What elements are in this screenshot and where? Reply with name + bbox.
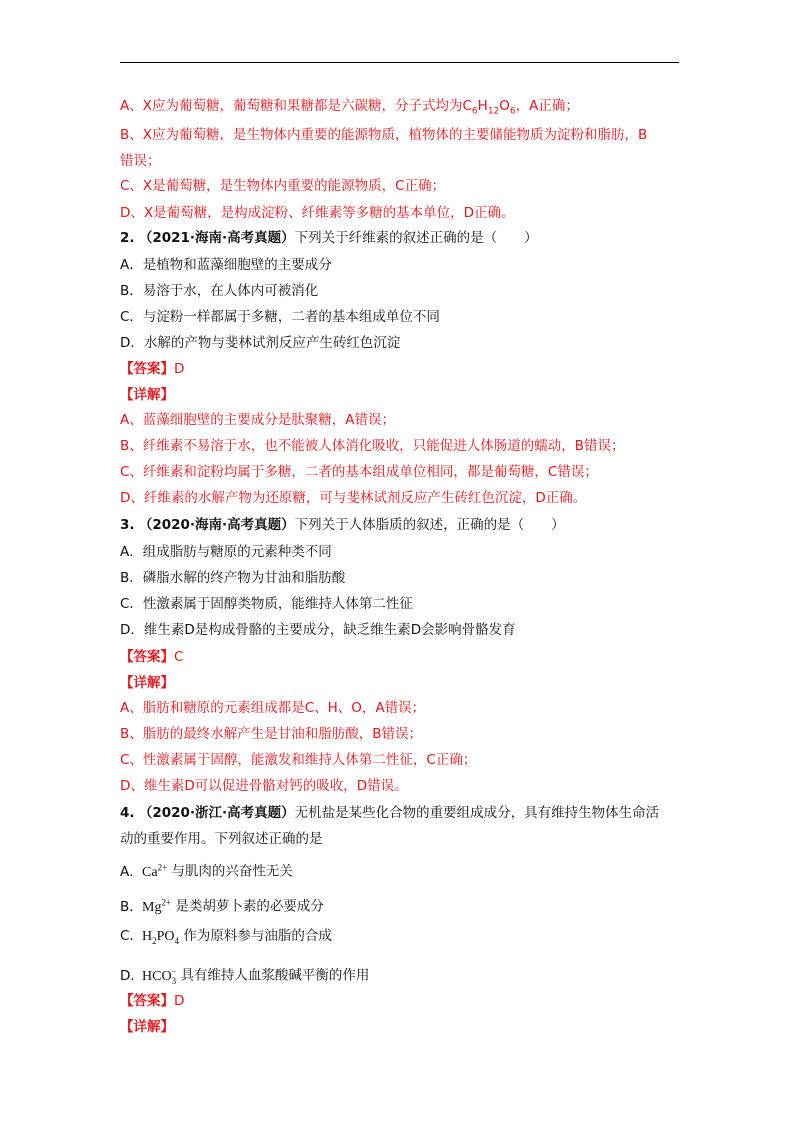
question-2-option-d: D．水解的产物与斐林试剂反应产生砖红色沉淀 (120, 335, 401, 351)
question-3-option-b: B．磷脂水解的终产物为甘油和脂肪酸 (120, 570, 346, 586)
question-source: （2020·浙江·高考真题） (138, 805, 295, 821)
question-4-option-b: B．$Mg^{2+}$ 是类胡萝卜素的必要成分 (120, 897, 324, 915)
question-2-explanation-d: D、纤维素的水解产物为还原糖，可与斐林试剂反应产生砖红色沉淀，D正确。 (120, 490, 587, 506)
question-3-detail-label: 【详解】 (120, 675, 174, 691)
question-2-explanation-b: B、纤维素不易溶于水，也不能被人体消化吸收，只能促进人体肠道的蠕动，B错误； (120, 438, 625, 454)
question-4-option-a: A．$Ca^{2+}$ 与肌肉的兴奋性无关 (120, 862, 293, 880)
question-2-explanation-a: A、蓝藻细胞壁的主要成分是肽聚糖，A错误； (120, 412, 395, 428)
magnesium-ion: $Mg^{2+}$ (142, 897, 172, 915)
question-4-stem-cont: 动的重要作用。下列叙述正确的是 (120, 831, 323, 847)
question-4-option-d: D．$HCO_3^-$ 具有维持人血浆酸碱平衡的作用 (120, 966, 370, 986)
question-4-option-c: C．$H_2PO_4$ 作为原料参与油脂的合成 (120, 928, 332, 946)
prev-explanation-b: B、X应为葡萄糖，是生物体内重要的能源物质，植物体的主要储能物质为淀粉和脂肪，B (120, 127, 648, 143)
question-3-explanation-c: C、性激素属于固醇，能激发和维持人体第二性征，C正确； (120, 752, 477, 768)
prev-explanation-a: A、X应为葡萄糖，葡萄糖和果糖都是六碳糖，分子式均为$C_6H_{12}O_6$，A正确； (120, 98, 579, 117)
question-2-explanation-c: C、纤维素和淀粉均属于多糖，二者的基本组成单位相同，都是葡萄糖，C错误； (120, 464, 598, 480)
question-2-option-c: C．与淀粉一样都属于多糖，二者的基本组成单位不同 (120, 309, 440, 325)
question-2-stem: 2. （2021·海南·高考真题）下列关于纤维素的叙述正确的是（ ） (120, 230, 538, 246)
question-3-explanation-b: B、脂肪的最终水解产生是甘油和脂肪酸，B错误； (120, 726, 423, 742)
prev-explanation-d: D、X是葡萄糖，是构成淀粉、纤维素等多糖的基本单位，D正确。 (120, 205, 515, 221)
calcium-ion: $Ca^{2+}$ (142, 862, 168, 880)
question-3-answer: 【答案】C (120, 649, 184, 665)
question-3-stem: 3. （2020·海南·高考真题）下列关于人体脂质的叙述，正确的是（ ） (120, 517, 565, 533)
question-2-option-a: A．是植物和蓝藻细胞壁的主要成分 (120, 257, 332, 273)
question-3-option-c: C．性激素属于固醇类物质，能维持人体第二性征 (120, 596, 413, 612)
question-3-option-a: A．组成脂肪与糖原的元素种类不同 (120, 544, 332, 560)
question-source: （2020·海南·高考真题） (138, 517, 295, 533)
question-4-stem: 4. （2020·浙江·高考真题）无机盐是某些化合物的重要组成成分，具有维持生物体生命活 (120, 805, 660, 821)
question-source: （2021·海南·高考真题） (138, 230, 295, 246)
header-rule (120, 62, 679, 63)
question-3-option-d: D．维生素D是构成骨骼的主要成分，缺乏维生素D会影响骨骼发育 (120, 622, 516, 638)
question-2-answer: 【答案】D (120, 361, 185, 377)
prev-explanation-c: C、X是葡萄糖，是生物体内重要的能源物质，C正确； (120, 178, 446, 194)
phosphate-ion: $H_2PO_4$ (142, 929, 180, 946)
prev-explanation-b-cont: 错误； (120, 153, 161, 169)
question-4-answer: 【答案】D (120, 993, 185, 1009)
question-2-detail-label: 【详解】 (120, 387, 174, 403)
question-3-explanation-d: D、维生素D可以促进骨骼对钙的吸收，D错误。 (120, 778, 408, 794)
bicarbonate-ion: $HCO_3^-$ (142, 966, 177, 986)
question-3-explanation-a: A、脂肪和糖原的元素组成都是C、H、O，A错误； (120, 700, 426, 716)
question-4-detail-label: 【详解】 (120, 1019, 174, 1035)
question-2-option-b: B．易溶于水，在人体内可被消化 (120, 283, 319, 299)
